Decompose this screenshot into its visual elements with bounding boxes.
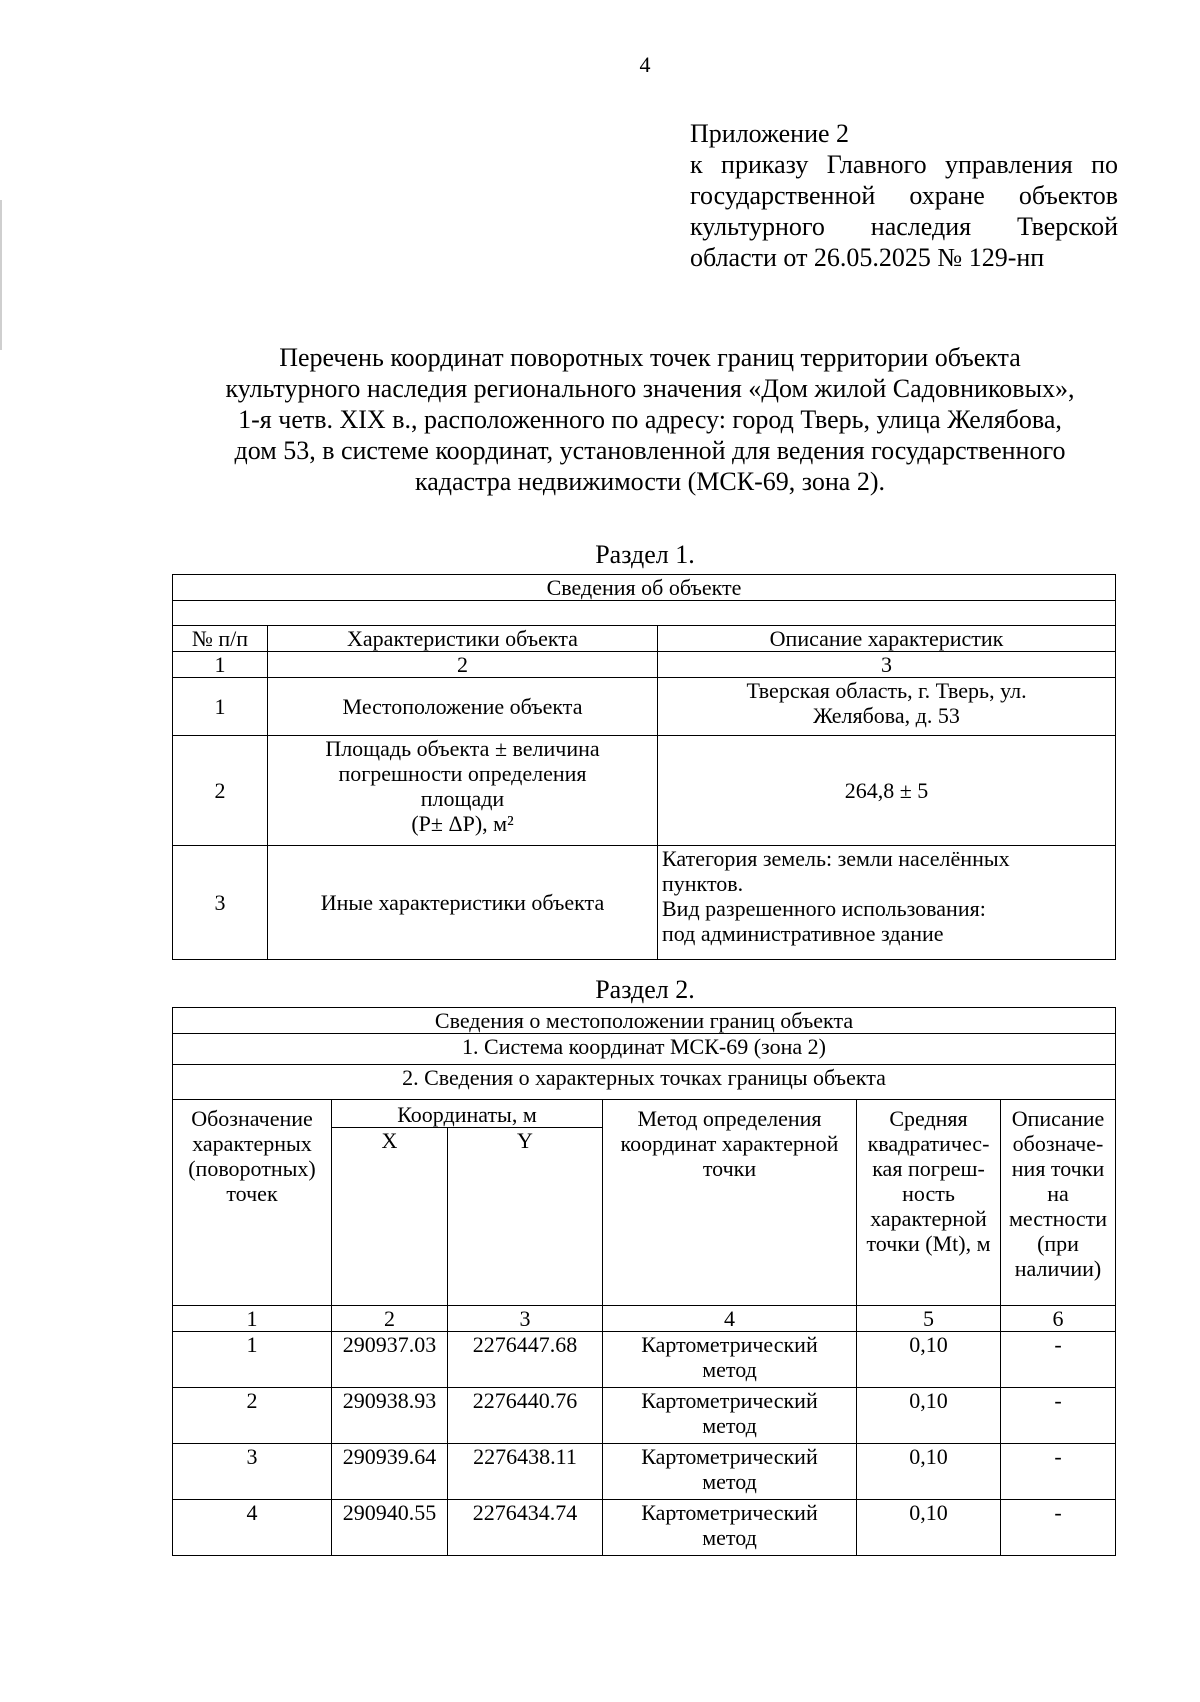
appendix-line: к приказу Главного управления по — [690, 150, 1118, 179]
object-info-table — [172, 574, 1116, 960]
point-description: - — [1001, 1444, 1116, 1500]
header-line: квадратичес- — [867, 1131, 990, 1156]
table-row — [173, 736, 1116, 846]
description-line: пунктов. — [662, 871, 744, 896]
header-cell: № п/п — [173, 626, 268, 652]
table-row — [173, 1388, 1116, 1444]
header-x: X — [332, 1128, 448, 1306]
point-error: 0,10 — [857, 1444, 1001, 1500]
row-characteristic — [268, 736, 658, 846]
characteristic-line: (P± ΔP), м² — [411, 811, 514, 836]
header-method — [603, 1100, 857, 1306]
table-title: Сведения об объекте — [173, 575, 1116, 601]
header-row — [173, 1100, 1116, 1128]
table-title: Сведения о местоположении границ объекта — [173, 1008, 1116, 1034]
section2-heading: Раздел 2. — [595, 975, 695, 1004]
characteristic-line: погрешности определения — [338, 761, 587, 786]
characteristic-line: площади — [420, 786, 505, 811]
header-line: точки — [702, 1156, 757, 1181]
header-error — [857, 1100, 1001, 1306]
header-line: ния точки — [1011, 1156, 1105, 1181]
header-row — [173, 626, 1116, 652]
method-line: метод — [702, 1469, 757, 1494]
coordinate-system-row — [173, 1034, 1116, 1065]
point-method — [603, 1500, 857, 1556]
header-line: местности — [1008, 1206, 1108, 1231]
title-line: дом 53, в системе координат, установленной для ведения государственного — [234, 436, 1066, 465]
title-line: кадастра недвижимости (МСК-69, зона 2). — [415, 467, 885, 496]
column-number: 2 — [332, 1306, 448, 1332]
description-line: Желябова, д. 53 — [813, 703, 960, 728]
title-line: Перечень координат поворотных точек границ территории объекта — [279, 343, 1021, 372]
row-number: 1 — [173, 678, 268, 736]
method-line: Картометрический — [641, 1388, 818, 1413]
point-y: 2276434.74 — [448, 1500, 603, 1556]
header-line: (при — [1037, 1231, 1079, 1256]
header-line: характерной — [870, 1206, 987, 1231]
section1-heading: Раздел 1. — [595, 540, 695, 569]
appendix-line: культурного наследия Тверской — [690, 212, 1118, 241]
scan-edge-mark — [0, 200, 2, 350]
page-number: 4 — [639, 52, 651, 77]
column-number: 1 — [173, 1306, 332, 1332]
point-number: 1 — [173, 1332, 332, 1388]
column-number: 4 — [603, 1306, 857, 1332]
point-number: 2 — [173, 1388, 332, 1444]
row-number: 2 — [173, 736, 268, 846]
column-number-row — [173, 652, 1116, 678]
header-line: кая погреш- — [872, 1156, 985, 1181]
points-info-row — [173, 1065, 1116, 1100]
point-error: 0,10 — [857, 1332, 1001, 1388]
spacer-row — [173, 601, 1116, 626]
description-line: Категория земель: земли населённых — [662, 846, 1010, 871]
header-line: точек — [226, 1181, 278, 1206]
point-method — [603, 1388, 857, 1444]
column-number: 1 — [173, 652, 268, 678]
point-description: - — [1001, 1332, 1116, 1388]
point-number: 3 — [173, 1444, 332, 1500]
header-line: Описание — [1011, 1106, 1105, 1131]
table-row — [173, 1332, 1116, 1388]
header-y: Y — [448, 1128, 603, 1306]
point-method — [603, 1332, 857, 1388]
appendix-line: государственной охране объектов — [690, 181, 1118, 210]
description-line: под административное здание — [662, 921, 944, 946]
method-line: метод — [702, 1413, 757, 1438]
point-y: 2276440.76 — [448, 1388, 603, 1444]
appendix-block — [690, 118, 1118, 273]
row-number: 3 — [173, 846, 268, 960]
method-line: Картометрический — [641, 1444, 818, 1469]
table-row — [173, 1500, 1116, 1556]
row-characteristic: Иные характеристики объекта — [268, 846, 658, 960]
table-row — [173, 846, 1116, 960]
header-line: характерных — [192, 1131, 312, 1156]
header-line: Метод определения — [637, 1106, 822, 1131]
appendix-line: области от 26.05.2025 № 129-нп — [690, 243, 1045, 272]
point-x: 290937.03 — [332, 1332, 448, 1388]
header-cell: Характеристики объекта — [268, 626, 658, 652]
header-line: Средняя — [889, 1106, 968, 1131]
header-line: обозначе- — [1012, 1131, 1104, 1156]
point-error: 0,10 — [857, 1500, 1001, 1556]
document-title — [160, 342, 1140, 497]
table-row — [173, 678, 1116, 736]
boundary-points-table — [172, 1007, 1116, 1556]
header-line: координат характерной — [620, 1131, 839, 1156]
point-description: - — [1001, 1388, 1116, 1444]
coordinate-system: 1. Система координат МСК-69 (зона 2) — [173, 1034, 1116, 1065]
column-number: 5 — [857, 1306, 1001, 1332]
title-line: культурного наследия регионального значения «Дом жилой Садовниковых», — [225, 374, 1075, 403]
column-number-row — [173, 1306, 1116, 1332]
header-line: (поворотных) — [188, 1156, 316, 1181]
header-line: наличии) — [1014, 1256, 1102, 1281]
point-error: 0,10 — [857, 1388, 1001, 1444]
point-x: 290940.55 — [332, 1500, 448, 1556]
method-line: Картометрический — [641, 1332, 818, 1357]
point-y: 2276447.68 — [448, 1332, 603, 1388]
header-cell: Описание характеристик — [658, 626, 1116, 652]
header-line: точки (Mt), м — [866, 1231, 991, 1256]
row-description — [658, 846, 1116, 960]
method-line: метод — [702, 1525, 757, 1550]
point-x: 290938.93 — [332, 1388, 448, 1444]
row-characteristic: Местоположение объекта — [268, 678, 658, 736]
points-info: 2. Сведения о характерных точках границы объекта — [173, 1065, 1116, 1100]
title-line: 1-я четв. XIX в., расположенного по адресу: город Тверь, улица Желябова, — [238, 405, 1062, 434]
column-number: 2 — [268, 652, 658, 678]
header-line: ность — [902, 1181, 955, 1206]
method-line: метод — [702, 1357, 757, 1382]
description-line: Вид разрешенного использования: — [662, 896, 986, 921]
column-number: 3 — [658, 652, 1116, 678]
table-title-row — [173, 1008, 1116, 1034]
header-coordinates: Координаты, м — [332, 1100, 603, 1128]
row-description: 264,8 ± 5 — [658, 736, 1116, 846]
table-title-row — [173, 575, 1116, 601]
table-row — [173, 1444, 1116, 1500]
description-line: Тверская область, г. Тверь, ул. — [746, 678, 1027, 703]
header-line: на — [1047, 1181, 1069, 1206]
point-number: 4 — [173, 1500, 332, 1556]
header-description — [1001, 1100, 1116, 1306]
row-description — [658, 678, 1116, 736]
point-x: 290939.64 — [332, 1444, 448, 1500]
header-designation — [173, 1100, 332, 1306]
method-line: Картометрический — [641, 1500, 818, 1525]
appendix-line: Приложение 2 — [690, 119, 850, 148]
point-description: - — [1001, 1500, 1116, 1556]
characteristic-line: Площадь объекта ± величина — [325, 736, 600, 761]
column-number: 6 — [1001, 1306, 1116, 1332]
point-y: 2276438.11 — [448, 1444, 603, 1500]
column-number: 3 — [448, 1306, 603, 1332]
header-line: Обозначение — [191, 1106, 313, 1131]
point-method — [603, 1444, 857, 1500]
